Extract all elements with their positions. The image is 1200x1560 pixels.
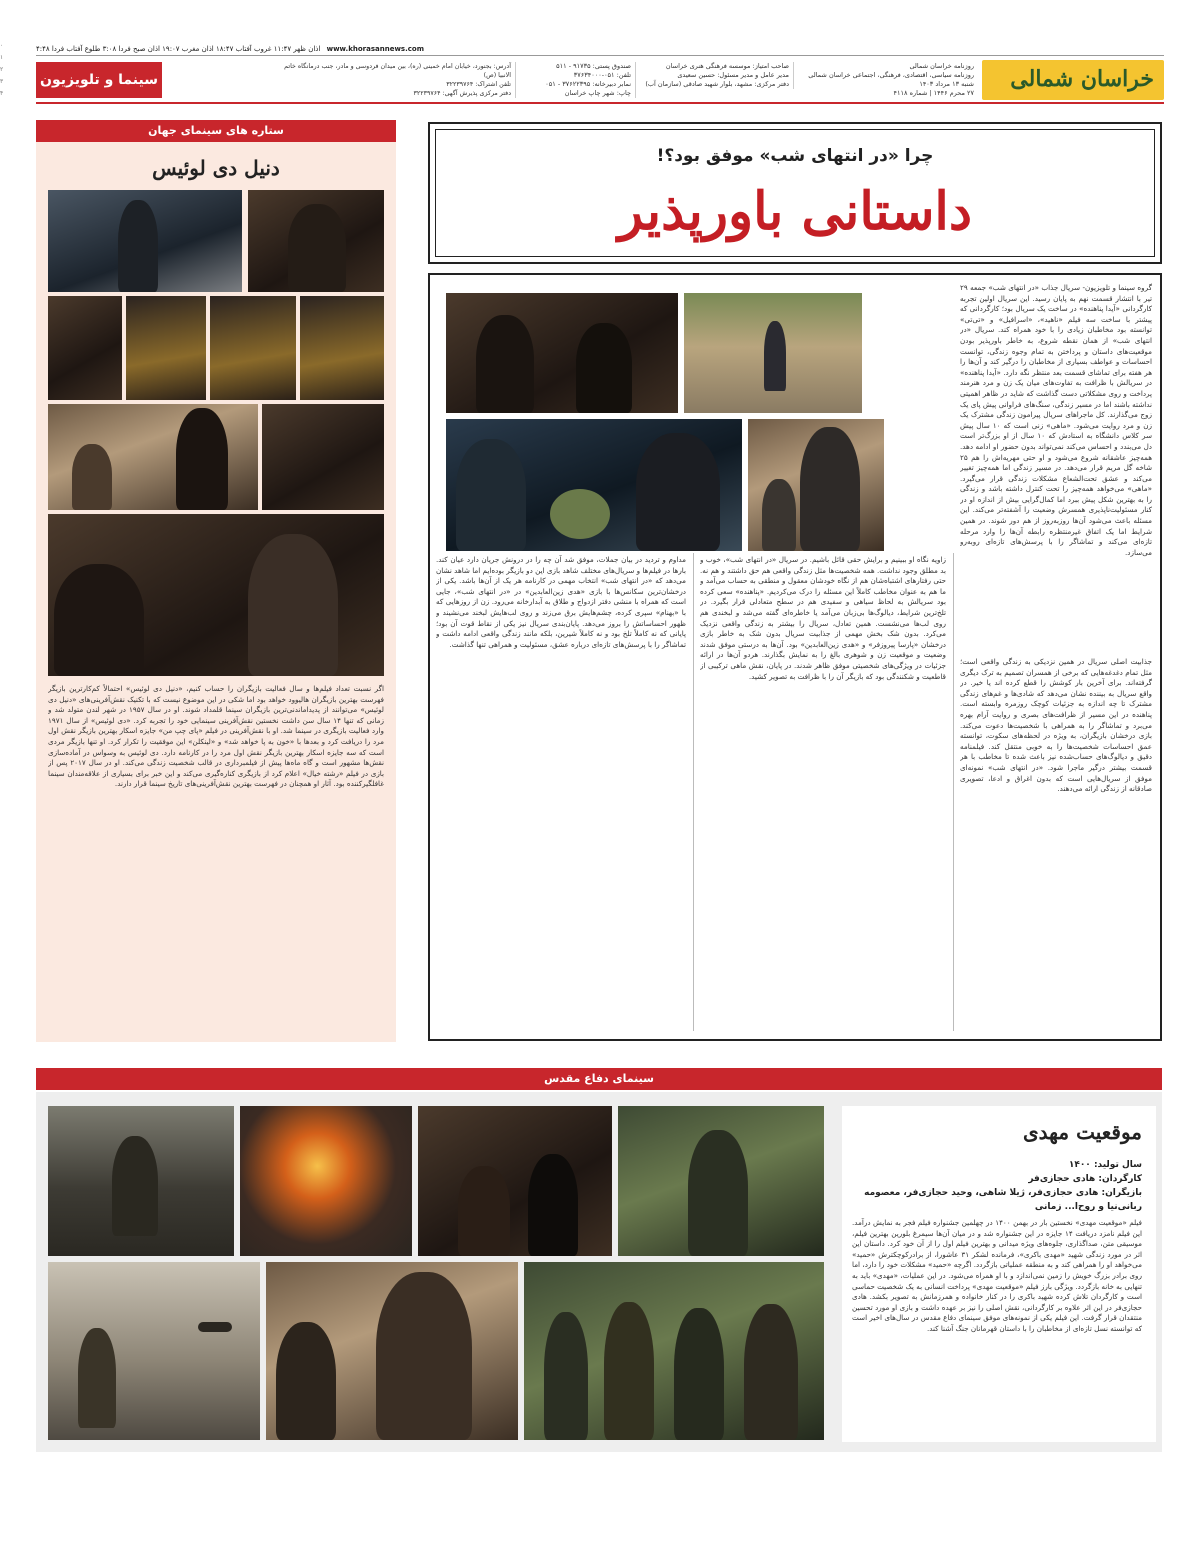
star-photo-oscar-3 — [300, 296, 384, 400]
defense-section — [36, 1092, 1162, 1452]
owner: صاحب امتیاز: موسسه فرهنگی هنری خراسان — [665, 62, 789, 70]
pobox: صندوق پستی: ۹۱۷۳۵ - ۵۱۱ — [556, 62, 631, 70]
header-strip — [36, 44, 1164, 56]
article-col-4: مداوم و تردید در بیان جملات، موفق شد آن چه را در درونش جریان دارد عیان کند. بارها در فیلم‌ها و سریال‌های مختلف شاهد بازی این دو بازیگر بوده‌ایم اما شاهد نشان می‌دهد که «در انتهای شب» انتخاب مهمی در کارنامه هر یک از آن‌ها باشد. یکی از درخشان‌ترین سکانس‌ها با بازی «هدی زین‌العابدین» در «در انتهای شب»، جایی است که همراه با منشی دفتر ازدواج و طلاق به آبدارخانه می‌رود. زن از روزهایی که با «بهنام» سپری کرده، چشم‌هایش برق می‌زند و روی لب‌هایش لبخند می‌نشیند و ظهور احساساتش را بروز می‌دهد. پایان‌بندی سریال نیز یکی از نقاط قوت آن بود؛ پایانی که نه کاملاً تلخ بود و نه کاملاً شیرین، بلکه مانند زندگی واقعی ادامه داشت و تماشاگر را با پرسش‌های تازه‌ای درباره عشق، مسئولیت و همراهی تنها گذاشت. — [436, 555, 686, 649]
movie-title: موقعیت مهدی — [1023, 1120, 1142, 1144]
figure-walking-man — [764, 321, 786, 391]
column-divider — [693, 553, 694, 1031]
figure-top-hat — [176, 408, 228, 510]
figure-group-1 — [544, 1312, 588, 1440]
figure-elder — [248, 534, 338, 676]
defense-photo-group — [524, 1262, 824, 1440]
issue-number: ۲۷ محرم ۱۴۴۶ | شماره ۴۱۱۸ — [893, 89, 974, 97]
phone: تلفن: ۰۵۱-۳۷۶۳۴۰۰۰ — [573, 71, 631, 79]
figure-group-4 — [744, 1304, 798, 1440]
star-photo-hat — [262, 404, 384, 510]
figure-child — [762, 479, 796, 551]
figure-man-glasses — [636, 433, 720, 551]
defense-photo-soldier-smoke — [48, 1106, 234, 1256]
movie-description: فیلم «موقعیت مهدی» نخستین بار در بهمن ۱۴۰۰ در چهلمین جشنواره فیلم فجر به نمایش درآمد. این فیلم نامزد دریافت ۱۴ جایزه در این جشنواره شد و در میان آن‌ها سیمرغ بلورین بهترین فیلم، موسیقی متن، صداگذاری، جلوه‌های ویژه میدانی و بهترین فیلم اول را از آن خود کرد. داستان این اثر در مورد زندگی شهید «مهدی باکری»، فرمانده لشکر ۳۱ عاشورا، از برادرکوچکترش «حمید» می‌خواهد او را همراهی کند و به منطقه عملیاتی بازگردد. اگرچه «حمید» مشکلات خود را دارد، اما روی برادر بزرگ خویش را زمین نمی‌اندازد و با او همراه می‌شود. در این عملیات، «مهدی» باید به تنهایی به خانه بازگردد. ویژگی بارز فیلم «موقعیت مهدی» پرداخت انسانی به یک شخصیت حماسی است و کارگردان تلاش کرده شهید باکری را در کنار خانواده و همرزمانش به تصویر بکشد. هادی حجازی‌فر در این اثر علاوه بر کارگردانی، نقش اصلی را نیز بر عهده داشت و بازی او مورد تحسین منتقدان قرار گرفت. این فیلم یکی از نمونه‌های موفق سینمای دفاع مقدس در سال‌های اخیر است که توانسته نسل تازه‌ای از مخاطبان را با داستان قهرمانان جنگ آشنا کند. — [852, 1218, 1142, 1333]
figure-father — [800, 427, 860, 551]
figure-running-soldier — [78, 1328, 116, 1428]
local-office-info — [276, 62, 516, 98]
masthead — [36, 58, 1164, 104]
paper-description — [804, 62, 974, 98]
article-col-1: گروه سینما و تلویزیون- سریال جذاب «در انتهای شب» جمعه ۲۹ تیر با انتشار قسمت نهم به پایان رسید. این سریال اولین تجربه کارگردانی «آیدا پناهنده» در ساخت یک سریال بود؛ کارگردانی که پیشتر با ساخت سه فیلم «ناهید»، «اسرافیل» و «تی‌تی» توانسته بود مخاطبان زیادی را با خود همراه کند. سریال «در انتهای شب» از همان نقطه شروع، به خاطر باورپذیر بودن موقعیت‌های داستان و پرداختن به تمام وجوه زندگی، توانست احساسات و عواطف بسیاری از مخاطبان را درگیر کند و آن‌ها را هر هفته برای تماشای قسمت بعد منتظر نگه دارد. «آیدا پناهنده» در سریالش با ظرافت به تفاوت‌های میان یک زن و مرد هنرمند پرداخت و روی مشکلاتی دست گذاشت که شاید در ظاهر اهمیتی نداشته باشند اما در مسیر زندگی، سنگ‌های فراوانی پیش پای یک زوج می‌گذارند. کل ماجراهای سریال پیرامون زندگی مشترک یک زن و مرد روایت می‌شود. «ماهی» زنی است که ۱۰ سال پیش سر کلاس دانشگاه به استادش که ۱۰ سال از او بزرگ‌تر است دل می‌بندد و احساس می‌کند نمی‌تواند بدون حضور او ادامه دهد. همه‌چیز عاشقانه شروع می‌شود و او حتی مهریه‌اش را هم ۲۵ شاخه گل مریم قرار می‌دهد. در مسیر زندگی اما همه‌چیز تغییر می‌کند و عشق تحت‌الشعاع مشکلات زندگی قرار می‌گیرد. «ماهی» می‌خواهد همه‌چیز را تحت کنترل داشته باشد و زندگی را به بهترین شکل پیش ببرد اما کمال‌گرایی بیش از اندازه او در کنار مسئولیت‌ناپذیری همسرش وضعیت را آشفته‌تر می‌کند. این مسئله باعث می‌شود آن‌ها روزبه‌روز از هم دور شوند. در همین شرایط اما یک اتفاق غیرمنتظره رابطه آن‌ها را وارد مرحله تازه‌ای می‌کند و تماشاگر را با پرسش‌های تازه‌ای روبه‌رو می‌سازد. — [960, 283, 1152, 557]
figure-woman-back — [54, 564, 144, 676]
cast-label: بازیگران: — [1101, 1188, 1142, 1198]
logo-box — [982, 60, 1164, 100]
figure-commander — [376, 1272, 472, 1440]
section-tag — [36, 62, 162, 98]
figure-group-2 — [604, 1302, 654, 1440]
figure-soldier-side — [276, 1322, 336, 1440]
star-photo-closeup — [48, 296, 122, 400]
figure-portrait — [288, 204, 346, 292]
star-photo-lincoln — [48, 190, 242, 292]
star-photo-oscar-2 — [210, 296, 296, 400]
stars-section-title: ستاره های سینمای جهان — [148, 124, 284, 137]
figure-woman-scarf — [456, 439, 526, 551]
figure-lincoln — [118, 200, 158, 292]
figure-group-3 — [674, 1308, 724, 1440]
side-margin-digits: ۰ ۱ ۲ ۳ ۴ — [0, 42, 4, 97]
column-divider — [953, 553, 954, 1031]
article-frame — [428, 273, 1162, 1041]
figure-radio-soldier — [688, 1130, 748, 1256]
director-value: هادی حجازی‌فر — [1028, 1174, 1096, 1184]
cast-value: هادی حجازی‌فر، ژیلا شاهی، وحید حجازی‌فر، معصومه ربانی‌نیا و روح‌ا... زمانی — [864, 1188, 1142, 1212]
kicker: چرا «در انتهای شب» موفق بود؟! — [656, 146, 934, 166]
publisher-info — [644, 62, 794, 89]
star-photo-phantom-thread — [48, 514, 384, 676]
prayer-times: اذان ظهر ۱۱:۴۷ غروب آفتاب ۱۸:۴۷ اذان مغرب ۱۹:۰۷ اذان صبح فردا ۳:۰۸ طلوع آفتاب فردا ۴:۴۸ — [36, 45, 321, 53]
star-name: دنیل دی لوئیس — [152, 156, 280, 180]
ads-phone: دفتر مرکزی پذیرش آگهی: ۳۲۲۳۹۷۶۴ — [413, 90, 511, 97]
section-tag-text: سینما و تلویزیون — [40, 72, 158, 88]
logo-text: خراسان شمالی — [1010, 66, 1154, 92]
article-col-3: زاویه نگاه او ببینیم و برایش حقی قائل باشیم. در سریال «در انتهای شب»، خوب و بد مطلق وجود نداشت. همه شخصیت‌ها مثل زندگی واقعی هم حق داشتند و هم نه. حتی رفتارهای اشتباه‌شان هم از نگاه خودشان معقول و منطقی به حساب می‌آمد و ما هم به عنوان مخاطب کاملاً این مسئله را درک می‌کردیم. «پناهنده» سعی کرده بود سریالش به لحاظ سیاهی و سفیدی هم در سطح متعادلی قرار بگیرد. در تلخ‌ترین شرایط، دیالوگ‌ها بی‌زبان می‌آمد یا خاطره‌ای گفته می‌شد و لبخندی هم روی لب‌ها می‌نشست. همین تعادل، سریال را بیشتر به زندگی واقعی نزدیک می‌کرد. بدون شک بخش مهمی از جذابیت سریال بدون شک به خاطر بازی درخشان «پارسا پیروزفر» و «هدی زین‌العابدین» بود. آن‌ها به درستی موفق شدند وضعیت و موقعیت زن و شوهری بالغ را به نمایش بگذارند. هردو آن‌ها در ارائه جزئیات در ویژگی‌های شخصیتی موفق ظاهر شدند. در پایان، نقش ماهی ترکیبی از قاطعیت و شکنندگی بود که بازیگر آن را با ظرافت به تصویر کشید. — [700, 555, 946, 681]
series-photo-dinner — [446, 419, 742, 551]
helicopter-icon — [198, 1322, 232, 1332]
headline-frame — [428, 122, 1162, 264]
movie-info-box — [842, 1106, 1156, 1442]
figure-soldier — [112, 1136, 158, 1236]
defense-photo-helicopter — [48, 1262, 260, 1440]
year-label: سال تولید: — [1093, 1160, 1142, 1170]
figure-chador-woman — [528, 1154, 578, 1256]
website-link[interactable]: www.khorasannews.com — [326, 45, 424, 53]
year-value: ۱۴۰۰ — [1068, 1160, 1091, 1170]
series-photo-father-son — [748, 419, 884, 551]
defense-photo-family — [418, 1106, 612, 1256]
fax: نمابر دبیرخانه: ۳۷۶۲۲۳۹۵ - ۰۵۱ — [545, 80, 631, 88]
star-bio-text: اگر نسبت تعداد فیلم‌ها و سال فعالیت بازیگران را حساب کنیم، «دنیل دی لوئیس» احتمالاً کم‌کارترین بازیگر فهرست بهترین بازیگران هالیوود خواهد بود اما شکی در این موضوع نیست که با تکنیک نقش‌آفرینی‌های «دنیل دی لوئیس» می‌توانند از پدیداماندنی‌ترین بازیگران سینما قلمداد شوند. او در سال ۱۹۵۷ در شهر لندن متولد شد و زمانی که تنها ۱۴ سال سن داشت نخستین نقش‌آفرینی سینمایی خود را تجربه کرد. «دی لوئیس» از سال ۱۹۷۱ وارد فعالیت بازیگری در سینما شد. او با نقش‌آفرینی در فیلم «پای چپ من» جایزه اسکار بهترین بازیگر نقش اول مرد را دریافت کرد و بعدها با «خون به پا خواهد شد» و «لینکلن» این موفقیت را تکرار کرد. او تنها بازیگر مردی است که سه جایزه اسکار بهترین بازیگر نقش اول مرد را در کارنامه دارد. دی لوئیس به وسواس در آماده‌سازی نقش‌ها مشهور است و گاه ماه‌ها پیش از فیلمبرداری در قالب شخصیت زندگی می‌کند. او در سال ۲۰۱۷ پس از بازی در فیلم «رشته خیال» اعلام کرد از بازیگری کناره‌گیری می‌کند و این خبر برای بسیاری از علاقه‌مندان سینما غافلگیرکننده بود. آثار او همچنان در فهرست بهترین نقش‌آفرینی‌های تاریخ سینما قرار دارند. — [48, 684, 384, 789]
star-photo-gangs — [48, 404, 258, 510]
issue-date: شنبه ۱۳ مرداد ۱۴۰۳ — [919, 80, 974, 88]
defense-section-bar — [36, 1068, 1162, 1090]
movie-credits — [852, 1158, 1142, 1214]
flower-bouquet — [550, 489, 610, 539]
headline: داستانی باورپذیر — [617, 181, 973, 242]
star-photo-oscar-1 — [126, 296, 206, 400]
office: دفتر مرکزی: مشهد، بلوار شهید صادقی (سازمان آب) — [645, 80, 789, 88]
article-col-2: جذابیت اصلی سریال در همین نزدیکی به زندگی واقعی است؛ مثل تمام دغدغه‌هایی که برخی از همسران تصمیم به ترک دیگری گرفته‌اند. برای آخرین بار کوشش را قطع کرده اند یا خیر. در واقع سریال به بیننده نشان می‌دهد که شادی‌ها و غم‌های زندگی مشترک تا چه اندازه به جزئیات کوچک روزمره وابسته است. پناهنده در این مسیر از ظرافت‌های بصری و روایت آرام بهره می‌برد و تماشاگر را به همراهی با شخصیت‌ها دعوت می‌کند. بازی درخشان بازیگران، به ویژه در لحظه‌های سکوت، توانسته عمق احساسات شخصیت‌ها را به خوبی منتقل کند. فیلمنامه دقیق و دیالوگ‌های حساب‌شده نیز باعث شده تا مخاطب با هر قسمت بیشتر درگیر ماجرا شود. «در انتهای شب» نمونه‌ای موفق از سریال‌هایی است که بدون اغراق و ادعا، تصویری صادقانه از زندگی ارائه می‌دهند. — [960, 657, 1152, 794]
defense-photo-portrait — [266, 1262, 518, 1440]
manager: مدیر عامل و مدیر مسئول: حسین سعیدی — [677, 71, 789, 79]
paper-desc-1: روزنامه خراسان شمالی — [909, 62, 974, 70]
print: چاپ: شهر چاپ خراسان — [564, 89, 631, 97]
defense-photo-radio — [618, 1106, 824, 1256]
figure-seated-man — [458, 1166, 510, 1256]
series-photo-couple — [446, 293, 678, 413]
defense-section-title: سینمای دفاع مقدس — [544, 1072, 654, 1085]
defense-photo-explosion — [240, 1106, 412, 1256]
figure-woman — [576, 323, 632, 413]
subscription-phone: تلفن اشتراک: ۳۲۲۳۹۷۶۴ — [446, 81, 511, 88]
series-photo-street — [684, 293, 862, 413]
director-label: کارگردان: — [1098, 1174, 1142, 1184]
figure-cap — [72, 444, 112, 510]
stars-section-bar — [36, 120, 396, 142]
contact-info — [524, 62, 636, 98]
stars-section — [36, 120, 396, 1042]
figure-man — [476, 315, 534, 413]
star-photo-portrait — [248, 190, 384, 292]
address: آدرس: بجنورد، خیابان امام خمینی (ره)، بین میدان فردوسی و مادر، جنب درمانگاه خاتم الانبیا (ص) — [284, 63, 511, 79]
paper-desc-2: روزنامه سیاسی، اقتصادی، فرهنگی، اجتماعی خراسان شمالی — [808, 71, 974, 79]
